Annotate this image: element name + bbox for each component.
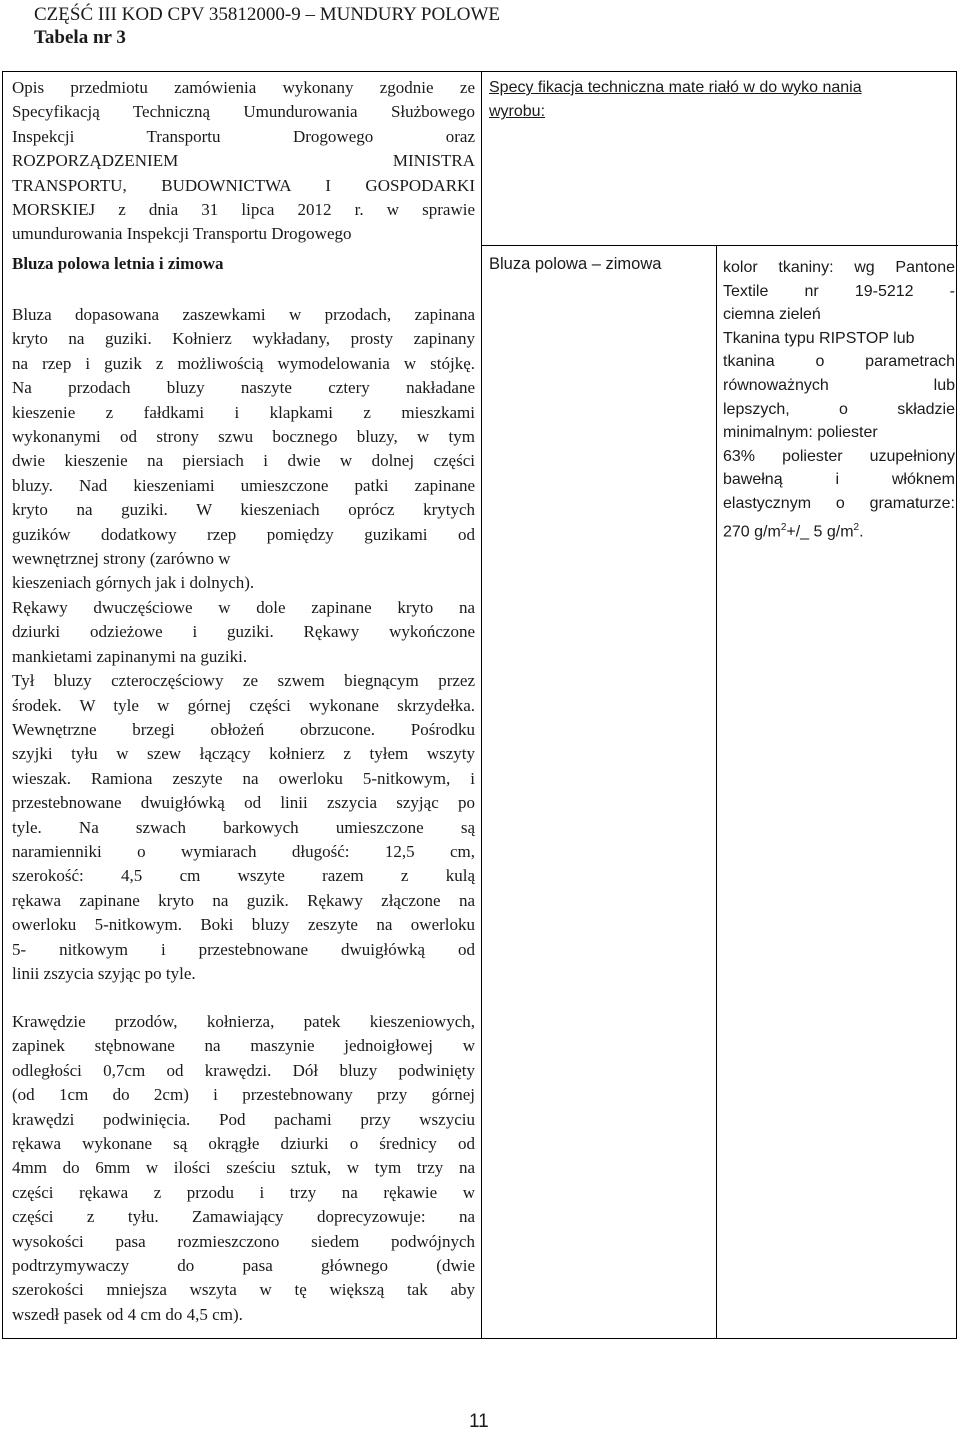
text-line: podtrzymywaczy do pasa głównego (dwie <box>12 1256 475 1276</box>
superscript: 2 <box>853 521 860 533</box>
text-line: ciemna zieleń <box>723 306 821 324</box>
text-line: naramienniki o wymiarach długość: 12,5 cm, <box>12 841 475 861</box>
text-line: linii zszycia szyjąc po tyle. <box>12 963 196 983</box>
column-divider <box>716 245 717 1339</box>
text-line: wewnętrznej strony (zarówno w <box>12 549 231 569</box>
spec-header <box>489 76 952 125</box>
text-line: kryto na guziki. Kołnierz wykładany, prosty zapinany <box>12 329 475 349</box>
document-heading: CZĘŚĆ III KOD CPV 35812000-9 – MUNDURY POLOWE <box>34 4 501 25</box>
text-line: kryto na guziki. W kieszeniach oprócz krytych <box>12 500 475 520</box>
text-line: krawędzi podwinięcia. Pod pachami przy wszyciu <box>12 1109 475 1129</box>
text-line: odległości 0,7cm od krawędzi. Dół bluzy podwinięty <box>12 1060 475 1080</box>
table-title: Tabela nr 3 <box>34 27 126 48</box>
text-line: szerokość: 4,5 cm wszyte razem z kulą <box>12 866 475 886</box>
description-body <box>12 303 475 986</box>
text-line: szyjki tyłu w szew łączący kołnierz z tyłem wszyty <box>12 744 475 764</box>
text-line: 5- nitkowym i przestebnowane dwuigłówką od <box>12 939 475 959</box>
text-line: (od 1cm do 2cm) i przestebnowany przy górnej <box>12 1085 475 1105</box>
text-line: bluzy. Nad kieszeniami umieszczone patki zapinane <box>12 475 475 495</box>
text-line: dziurki odzieżowe i guziki. Rękawy wykończone <box>12 622 475 642</box>
text-line: na rzep i guzik z możliwością wymodelowania w stójkę. <box>12 353 475 373</box>
text-line: przestebnowane dwuigłówką od linii zszycia szyjąc po <box>12 793 475 813</box>
superscript: 2 <box>780 521 787 533</box>
spec-text <box>723 256 955 543</box>
grammage-tolerance: +/_ 5 g/m <box>786 522 854 540</box>
text-line: Opis przedmiotu zamówienia wykonany zgodnie ze <box>12 78 475 97</box>
text-line: Inspekcji Transportu Drogowego oraz <box>12 126 475 146</box>
text-line: owerloku 5-nitkowym. Boki bluzy zeszyte na owerloku <box>12 915 475 935</box>
text-line: elastycznym o gramaturze: <box>723 494 955 512</box>
text-line: równoważnych lub <box>723 376 955 394</box>
text-line: Na przodach bluzy naszyte cztery nakładane <box>12 378 475 398</box>
text-line: Krawędzie przodów, kołnierza, patek kieszeniowych, <box>12 1012 475 1031</box>
text-line: Tkanina typu RIPSTOP lub <box>723 329 915 347</box>
text-line: TRANSPORTU, BUDOWNICTWA I GOSPODARKI <box>12 175 475 195</box>
text-line: Wewnętrzne brzegi obłożeń obrzucone. Pośrodku <box>12 719 475 739</box>
text-line: Bluza dopasowana zaszewkami w przodach, zapinana <box>12 305 475 324</box>
text-line: 63% poliester uzupełniony <box>723 447 955 465</box>
text-line: Textile nr 19-5212 - <box>723 282 955 300</box>
item-name: Bluza polowa – zimowa <box>489 255 662 273</box>
text-line: kolor tkaniny: wg Pantone <box>723 259 955 276</box>
text-line-grammage <box>723 516 955 544</box>
text-line: wysokości pasa rozmieszczono siedem podwójnych <box>12 1231 475 1251</box>
text-line: 4mm do 6mm w ilości sześciu sztuk, w tym trzy na <box>12 1158 475 1178</box>
text-line: kieszeniach górnych jak i dolnych). <box>12 573 255 593</box>
text-line: wszedł pasek od 4 cm do 4,5 cm). <box>12 1304 243 1324</box>
text-line: minimalnym: poliester <box>723 424 878 442</box>
period: . <box>859 522 864 540</box>
text-line: części z tyłu. Zamawiający doprecyzowuje: na <box>12 1207 475 1227</box>
spec-header-line: wyrobu: <box>489 103 546 121</box>
text-line: lepszych, o składzie <box>723 400 955 418</box>
description-body-continued <box>12 1010 475 1327</box>
text-line: Rękawy dwuczęściowe w dole zapinane kryto na <box>12 597 475 617</box>
intro-text <box>12 76 475 247</box>
text-line: zapinek stębnowane na maszynie jednoigłowej w <box>12 1036 475 1056</box>
text-line: Tył bluzy czteroczęściowy ze szwem biegnącym przez <box>12 671 475 691</box>
text-line: części rękawa z przodu i trzy na rękawie w <box>12 1182 475 1202</box>
text-line: tyle. Na szwach barkowych umieszczone są <box>12 817 475 837</box>
column-divider <box>481 71 482 1339</box>
text-line: bawełną i włóknem <box>723 471 955 489</box>
text-line: tkanina o parametrach <box>723 353 955 371</box>
text-line: umundurowania Inspekcji Transportu Drogowego <box>12 224 352 244</box>
text-line: dwie kieszenie na piersiach i dwie w dolnej części <box>12 451 475 471</box>
text-line: MORSKIEJ z dnia 31 lipca 2012 r. w sprawie <box>12 200 475 220</box>
row-divider <box>481 245 958 246</box>
page-number: 11 <box>469 1411 489 1432</box>
text-line: guzików dodatkowy rzep pomiędzy guzikami od <box>12 524 475 544</box>
text-line: wieszak. Ramiona zeszyte na owerloku 5-nitkowym, i <box>12 768 475 788</box>
text-line: ROZPORZĄDZENIEM MINISTRA <box>12 151 475 171</box>
section-title: Bluza polowa letnia i zimowa <box>12 254 224 273</box>
text-line: Specyfikacją Techniczną Umundurowania Służbowego <box>12 102 475 122</box>
text-line: rękawa zapinane kryto na guzik. Rękawy złączone na <box>12 890 475 910</box>
text-line: rękawa wykonane są okrągłe dziurki o średnicy od <box>12 1134 475 1154</box>
text-line: mankietami zapinanymi na guziki. <box>12 646 248 666</box>
text-line: kieszenie z fałdkami i klapkami z mieszkami <box>12 402 475 422</box>
text-line: środek. W tyle w górnej części wykonane skrzydełka. <box>12 695 475 715</box>
text-line: wykonanymi od strony szwu bocznego bluzy, w tym <box>12 427 475 447</box>
text-line: szerokości mniejsza wszyta w tę większą tak aby <box>12 1280 475 1300</box>
spec-header-line: Specy fikacja techniczna mate riałó w do wyko nania <box>489 79 862 96</box>
grammage-value: 270 g/m <box>723 522 781 540</box>
